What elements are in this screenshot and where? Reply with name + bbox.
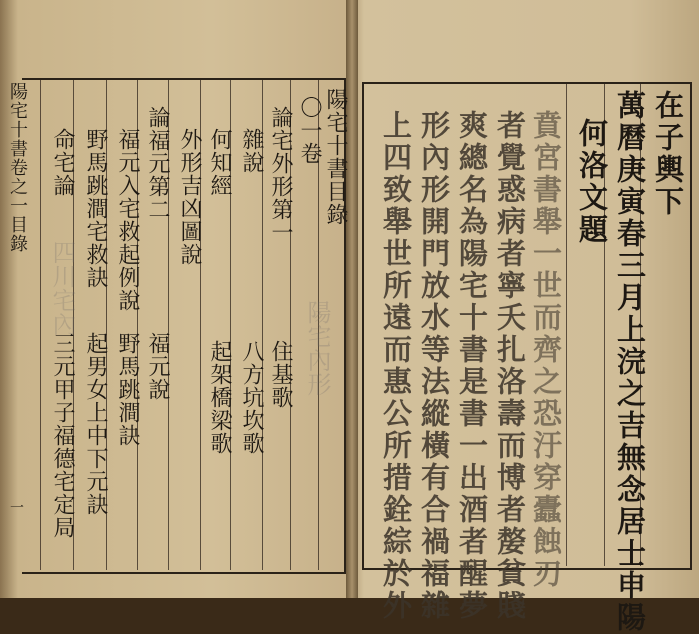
preface-column: 形內形開門放水等法縱橫有合禍福雜 bbox=[417, 110, 451, 622]
bleed-through-text: 陽宅內形 bbox=[303, 300, 331, 396]
toc-entry-sub: 八方坑坎歌 bbox=[239, 340, 264, 455]
preface-column: 賁宮書舉一世而齊之恐汙穿蠹蝕刃 bbox=[529, 110, 563, 590]
preface-column: 上四致舉世所遠而惠公所措銓綜於外 bbox=[379, 110, 413, 622]
preface-column: 何洛文題 bbox=[575, 118, 609, 246]
preface-column: 者覺惑病者寧夭扎洛壽而博者嫠貧賤 bbox=[493, 110, 527, 622]
volume-label: 〇一卷 bbox=[297, 96, 322, 165]
toc-entry-sub: 福元說 bbox=[145, 332, 170, 401]
toc-entry: 何知經 bbox=[207, 128, 232, 197]
toc-entry: 論福元第二 bbox=[145, 106, 170, 221]
toc-entry: 論宅外形第一 bbox=[268, 106, 293, 244]
toc-entry: 外形吉凶圖說 bbox=[177, 128, 202, 266]
toc-header: 陽宅十書目錄 bbox=[323, 88, 348, 226]
bleed-through-text: 四川宅內 bbox=[48, 240, 76, 336]
toc-entry-sub: 起男女上中下元訣 bbox=[83, 332, 108, 516]
toc-entry: 雜說 bbox=[239, 128, 264, 174]
toc-entry: 野馬跳澗宅救訣 bbox=[83, 128, 108, 289]
margin-label: 陽宅十書卷之一目錄 bbox=[7, 82, 28, 253]
toc-entry-sub: 三元甲子福德宅定局 bbox=[50, 332, 75, 539]
preface-column: 在子輿下 bbox=[651, 90, 685, 218]
folio-number: 一 bbox=[8, 500, 24, 515]
column-rule bbox=[40, 80, 41, 570]
preface-column: 萬曆庚寅春三月上浣之吉無念居士申陽 bbox=[613, 90, 647, 634]
toc-entry-sub: 住基歌 bbox=[268, 340, 293, 409]
toc-entry: 命宅論 bbox=[50, 128, 75, 197]
preface-column: 爽總名為陽宅十書是書一出酒者醒夢 bbox=[455, 110, 489, 622]
toc-entry-sub: 起架橋梁歌 bbox=[207, 340, 232, 455]
toc-entry: 福元入宅救起例說 bbox=[115, 128, 140, 312]
toc-entry-sub: 野馬跳澗訣 bbox=[115, 332, 140, 447]
